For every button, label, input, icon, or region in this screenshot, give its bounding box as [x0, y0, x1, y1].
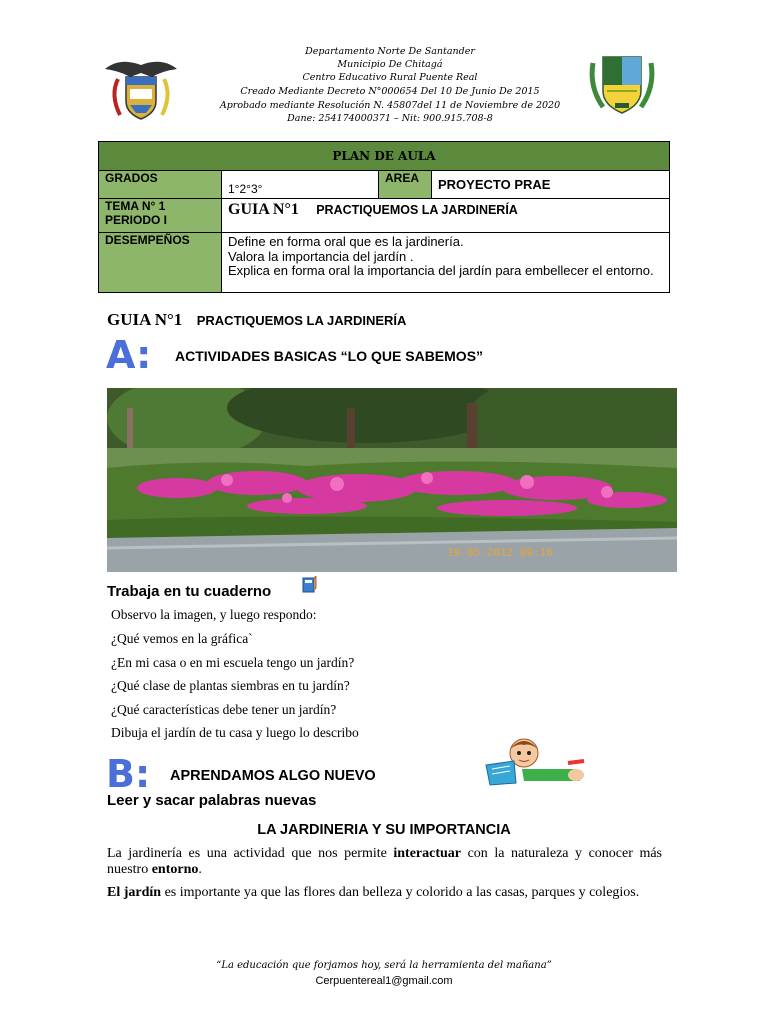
- p1-text-c: con la naturaleza y conocer más nuestro: [107, 846, 662, 877]
- area-label: AREA: [379, 171, 432, 199]
- grados-value: 1°2°3°: [222, 171, 379, 199]
- desempeno-3: Explica en forma oral la importancia del jardín para embellecer el entorno.: [228, 263, 654, 278]
- p1-bold-entorno: entorno: [151, 862, 199, 877]
- header-line-5: Aprobado mediante Resolución N. 45807del 11 de Noviembre de 2020: [219, 100, 561, 111]
- grados-label: GRADOS: [99, 171, 222, 199]
- table-guia-num: GUIA N°1: [228, 201, 299, 218]
- guia-heading: [107, 310, 406, 330]
- photo-timestamp: 19-05-2012 09:16: [447, 546, 553, 559]
- question-3: ¿En mi casa o en mi escuela tengo un jardín?: [111, 655, 355, 670]
- article-paragraph-2: [107, 885, 662, 901]
- p2-text: es importante ya que las flores dan belleza y colorido a las casas, parques y colegios.: [161, 885, 640, 900]
- question-2: ¿Qué vemos en la gráfica`: [111, 631, 253, 646]
- footer-email: Cerpuentereal1@gmail.com: [315, 975, 453, 987]
- desempeno-1: Define en forma oral que es la jardinería.: [228, 234, 464, 249]
- desempeno-2: Valora la importancia del jardín .: [228, 248, 414, 264]
- article-heading: LA JARDINERIA Y SU IMPORTANCIA: [257, 822, 511, 838]
- guia-cell: [222, 199, 670, 233]
- header-line-2: Municipio De Chitagá: [337, 59, 443, 70]
- table-guia-title: PRACTIQUEMOS LA JARDINERÍA: [316, 203, 518, 217]
- tema-label: TEMA N° 1: [105, 199, 166, 213]
- section-b-subtitle: Leer y sacar palabras nuevas: [107, 792, 317, 809]
- guia-title: PRACTIQUEMOS LA JARDINERÍA: [196, 313, 407, 328]
- question-4: ¿Qué clase de plantas siembras en tu jardín?: [111, 678, 350, 693]
- notebook-icon: [301, 576, 317, 599]
- section-b-letter: B:: [106, 752, 151, 796]
- section-a-title: ACTIVIDADES BASICAS “LO QUE SABEMOS”: [175, 348, 484, 364]
- plan-de-aula-table: [98, 141, 670, 293]
- tema-periodo-cell: [99, 199, 222, 233]
- garden-photo: [107, 388, 677, 572]
- article-paragraph-1: [107, 846, 662, 878]
- section-a-letter: A:: [106, 333, 152, 377]
- periodo-label: PERIODO I: [105, 213, 168, 227]
- colombia-coat-of-arms-logo: [100, 55, 182, 125]
- p1-bold-interactuar: interactuar: [393, 846, 462, 861]
- header-line-4: Creado Mediante Decreto N°000654 Del 10 De Junio De 2015: [240, 86, 540, 97]
- header-line-1: Departamento Norte De Santander: [305, 46, 475, 57]
- header-line-6: Dane: 254174000371 – Nit: 900.915.708-8: [287, 113, 493, 124]
- desempenos-label: DESEMPEÑOS: [99, 233, 222, 293]
- question-1: Observo la imagen, y luego respondo:: [111, 607, 317, 622]
- footer-quote: “La educación que forjamos hoy, será la herramienta del mañana”: [216, 960, 552, 971]
- plan-title: PLAN DE AULA: [99, 142, 670, 171]
- desempenos-cell: [222, 233, 670, 293]
- boy-reading-illustration: [484, 735, 590, 792]
- header-line-3: Centro Educativo Rural Puente Real: [302, 72, 478, 83]
- cuaderno-title: Trabaja en tu cuaderno: [107, 583, 272, 600]
- area-value: PROYECTO PRAE: [432, 171, 670, 199]
- section-b-title: APRENDAMOS ALGO NUEVO: [170, 768, 376, 784]
- p1-text-e: .: [198, 862, 202, 877]
- question-5: ¿Qué características debe tener un jardín?: [111, 702, 337, 717]
- p1-text-a: La jardinería es una actividad que nos permite: [107, 846, 394, 861]
- p2-bold-el-jardin: El jardín: [107, 885, 162, 900]
- guia-num: GUIA N°1: [107, 310, 183, 329]
- question-6: Dibuja el jardín de tu casa y luego lo describo: [111, 725, 359, 740]
